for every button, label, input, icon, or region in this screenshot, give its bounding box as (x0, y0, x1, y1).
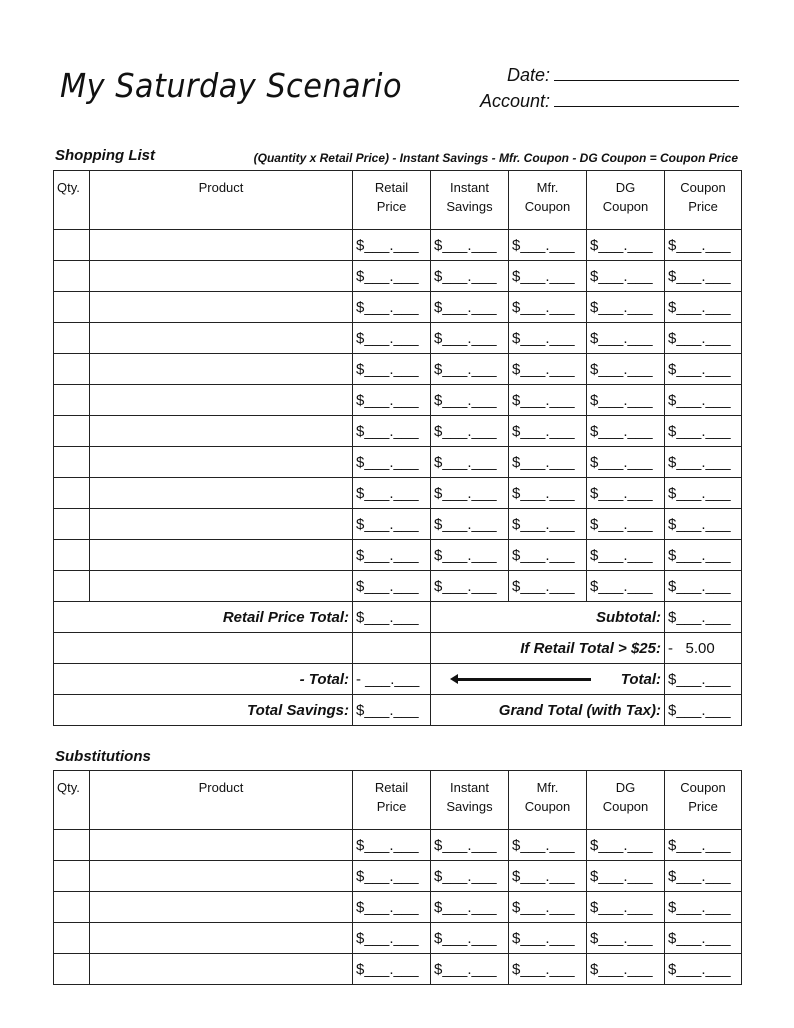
dg-coupon-cell[interactable]: $___.___ (587, 478, 665, 509)
dg-coupon-cell[interactable]: $___.___ (587, 923, 665, 954)
dg-coupon-cell[interactable]: $___.___ (587, 861, 665, 892)
qty-cell[interactable] (54, 323, 90, 354)
table-row (54, 509, 742, 540)
header-retail-price: Retail Price (353, 171, 431, 230)
dg-coupon-cell[interactable]: $___.___ (587, 354, 665, 385)
dg-coupon-cell[interactable]: $___.___ (587, 509, 665, 540)
coupon-price-cell[interactable]: $___.___ (665, 861, 742, 892)
instant-savings-cell[interactable]: $___.___ (431, 323, 509, 354)
qty-cell[interactable] (54, 385, 90, 416)
mfr-coupon-cell[interactable]: $___.___ (509, 447, 587, 478)
date-label: Date: (506, 65, 550, 85)
instant-savings-cell[interactable]: $___.___ (431, 540, 509, 571)
instant-savings-cell[interactable]: $___.___ (431, 861, 509, 892)
substitutions-heading: Substitutions (55, 748, 151, 765)
retail-price-cell[interactable]: $___.___ (353, 540, 431, 571)
mfr-coupon-cell[interactable]: $___.___ (509, 540, 587, 571)
product-cell[interactable] (90, 923, 353, 954)
header-retail-price: Retail Price (353, 771, 431, 830)
qty-cell[interactable] (54, 478, 90, 509)
product-cell[interactable] (90, 571, 353, 602)
instant-savings-cell[interactable]: $___.___ (431, 230, 509, 261)
product-cell[interactable] (90, 292, 353, 323)
subtotal-value[interactable]: $___.___ (665, 602, 742, 633)
qty-cell[interactable] (54, 954, 90, 985)
table-row (54, 261, 742, 292)
table-row (54, 478, 742, 509)
product-cell[interactable] (90, 954, 353, 985)
totals-row (54, 633, 742, 664)
product-cell[interactable] (90, 447, 353, 478)
mfr-coupon-cell[interactable]: $___.___ (509, 416, 587, 447)
product-cell[interactable] (90, 830, 353, 861)
arrow-left-icon (456, 678, 591, 681)
date-field[interactable] (470, 64, 740, 86)
instant-savings-cell[interactable]: $___.___ (431, 509, 509, 540)
qty-cell[interactable] (54, 261, 90, 292)
dg-coupon-cell[interactable]: $___.___ (587, 385, 665, 416)
instant-savings-cell[interactable]: $___.___ (431, 416, 509, 447)
product-cell[interactable] (90, 892, 353, 923)
instant-savings-cell[interactable]: $___.___ (431, 892, 509, 923)
empty-cell (353, 633, 431, 664)
table-row (54, 923, 742, 954)
mfr-coupon-cell[interactable]: $___.___ (509, 923, 587, 954)
product-cell[interactable] (90, 416, 353, 447)
retail-price-cell[interactable]: $___.___ (353, 954, 431, 985)
header-qty: Qty. (54, 171, 90, 230)
product-cell[interactable] (90, 323, 353, 354)
mfr-coupon-cell[interactable]: $___.___ (509, 385, 587, 416)
dg-coupon-cell[interactable]: $___.___ (587, 261, 665, 292)
qty-cell[interactable] (54, 416, 90, 447)
table-row (54, 571, 742, 602)
instant-savings-cell[interactable]: $___.___ (431, 447, 509, 478)
qty-cell[interactable] (54, 861, 90, 892)
coupon-price-cell[interactable]: $___.___ (665, 509, 742, 540)
retail-price-cell[interactable]: $___.___ (353, 292, 431, 323)
empty-cell (54, 633, 353, 664)
shopping-list-heading: Shopping List (55, 147, 155, 164)
dg-coupon-cell[interactable]: $___.___ (587, 447, 665, 478)
date-line[interactable] (554, 64, 739, 81)
dg-coupon-cell[interactable]: $___.___ (587, 230, 665, 261)
retail-price-cell[interactable]: $___.___ (353, 416, 431, 447)
retail-price-cell[interactable]: $___.___ (353, 230, 431, 261)
account-field[interactable] (470, 90, 740, 112)
total-savings-value[interactable]: $___.___ (353, 695, 431, 726)
grand-total-label: Grand Total (with Tax): (431, 695, 665, 726)
coupon-price-cell[interactable]: $___.___ (665, 447, 742, 478)
coupon-price-cell[interactable]: $___.___ (665, 416, 742, 447)
coupon-price-cell[interactable]: $___.___ (665, 261, 742, 292)
table-row (54, 540, 742, 571)
table-row (54, 292, 742, 323)
coupon-price-cell[interactable]: $___.___ (665, 385, 742, 416)
coupon-price-cell[interactable]: $___.___ (665, 954, 742, 985)
coupon-price-cell[interactable]: $___.___ (665, 354, 742, 385)
instant-savings-cell[interactable]: $___.___ (431, 830, 509, 861)
table-row (54, 230, 742, 261)
substitutions-table (53, 770, 742, 985)
retail-over-label: If Retail Total > $25: (431, 633, 665, 664)
formula-text: (Quantity x Retail Price) - Instant Savings - Mfr. Coupon - DG Coupon = Coupon Price (253, 151, 738, 165)
product-cell[interactable] (90, 861, 353, 892)
page-title: My Saturday Scenario (60, 66, 402, 105)
retail-price-cell[interactable]: $___.___ (353, 509, 431, 540)
mfr-coupon-cell[interactable]: $___.___ (509, 830, 587, 861)
coupon-price-cell[interactable]: $___.___ (665, 230, 742, 261)
table-row (54, 861, 742, 892)
coupon-price-cell[interactable]: $___.___ (665, 478, 742, 509)
coupon-price-cell[interactable]: $___.___ (665, 923, 742, 954)
coupon-price-cell[interactable]: $___.___ (665, 571, 742, 602)
instant-savings-cell[interactable]: $___.___ (431, 261, 509, 292)
instant-savings-cell[interactable]: $___.___ (431, 923, 509, 954)
header-dg-coupon: DG Coupon (587, 771, 665, 830)
retail-price-cell[interactable]: $___.___ (353, 478, 431, 509)
retail-price-cell[interactable]: $___.___ (353, 261, 431, 292)
table-row (54, 416, 742, 447)
retail-price-cell[interactable]: $___.___ (353, 447, 431, 478)
mfr-coupon-cell[interactable]: $___.___ (509, 571, 587, 602)
total-label: Total: (620, 670, 661, 688)
retail-price-cell[interactable]: $___.___ (353, 830, 431, 861)
product-cell[interactable] (90, 230, 353, 261)
table-row (54, 830, 742, 861)
table-header-row (54, 771, 742, 830)
mfr-coupon-cell[interactable]: $___.___ (509, 478, 587, 509)
account-line[interactable] (554, 90, 739, 107)
mfr-coupon-cell[interactable]: $___.___ (509, 230, 587, 261)
retail-price-cell[interactable]: $___.___ (353, 923, 431, 954)
product-cell[interactable] (90, 540, 353, 571)
header-instant-savings: Instant Savings (431, 771, 509, 830)
qty-cell[interactable] (54, 923, 90, 954)
retail-price-cell[interactable]: $___.___ (353, 354, 431, 385)
qty-cell[interactable] (54, 892, 90, 923)
table-row (54, 354, 742, 385)
retail-price-total-value[interactable]: $___.___ (353, 602, 431, 633)
instant-savings-cell[interactable]: $___.___ (431, 478, 509, 509)
retail-price-cell[interactable]: $___.___ (353, 571, 431, 602)
mfr-coupon-cell[interactable]: $___.___ (509, 892, 587, 923)
header-mfr-coupon: Mfr. Coupon (509, 771, 587, 830)
instant-savings-cell[interactable]: $___.___ (431, 385, 509, 416)
retail-price-cell[interactable]: $___.___ (353, 861, 431, 892)
retail-price-total-label: Retail Price Total: (54, 602, 353, 633)
qty-cell[interactable] (54, 509, 90, 540)
header-dg-coupon: DG Coupon (587, 171, 665, 230)
mfr-coupon-cell[interactable]: $___.___ (509, 261, 587, 292)
qty-cell[interactable] (54, 540, 90, 571)
table-row (54, 385, 742, 416)
account-label: Account: (479, 91, 550, 111)
dg-coupon-cell[interactable]: $___.___ (587, 571, 665, 602)
table-header-row (54, 171, 742, 230)
instant-savings-cell[interactable]: $___.___ (431, 354, 509, 385)
product-cell[interactable] (90, 261, 353, 292)
header-mfr-coupon: Mfr. Coupon (509, 171, 587, 230)
mfr-coupon-cell[interactable]: $___.___ (509, 954, 587, 985)
dg-coupon-cell[interactable]: $___.___ (587, 540, 665, 571)
instant-savings-cell[interactable]: $___.___ (431, 954, 509, 985)
instant-savings-cell[interactable]: $___.___ (431, 571, 509, 602)
header-instant-savings: Instant Savings (431, 171, 509, 230)
header-product: Product (90, 771, 353, 830)
qty-cell[interactable] (54, 292, 90, 323)
product-cell[interactable] (90, 478, 353, 509)
table-row (54, 892, 742, 923)
mfr-coupon-cell[interactable]: $___.___ (509, 354, 587, 385)
total-value[interactable]: $___.___ (665, 664, 742, 695)
totals-row (54, 664, 742, 695)
instant-savings-cell[interactable]: $___.___ (431, 292, 509, 323)
qty-cell[interactable] (54, 571, 90, 602)
totals-row (54, 695, 742, 726)
dg-coupon-cell[interactable]: $___.___ (587, 323, 665, 354)
coupon-price-cell[interactable]: $___.___ (665, 540, 742, 571)
header-coupon-price: Coupon Price (665, 171, 742, 230)
dg-coupon-cell[interactable]: $___.___ (587, 830, 665, 861)
header-qty: Qty. (54, 771, 90, 830)
retail-price-cell[interactable]: $___.___ (353, 385, 431, 416)
table-row (54, 447, 742, 478)
table-row (54, 323, 742, 354)
shopping-list-table (53, 170, 742, 726)
qty-cell[interactable] (54, 830, 90, 861)
coupon-price-cell[interactable]: $___.___ (665, 292, 742, 323)
mfr-coupon-cell[interactable]: $___.___ (509, 509, 587, 540)
header-product: Product (90, 171, 353, 230)
product-cell[interactable] (90, 385, 353, 416)
coupon-price-cell[interactable]: $___.___ (665, 323, 742, 354)
dg-coupon-cell[interactable]: $___.___ (587, 292, 665, 323)
retail-price-cell[interactable]: $___.___ (353, 892, 431, 923)
minus-total-value[interactable]: - ___.___ (353, 664, 431, 695)
header-coupon-price: Coupon Price (665, 771, 742, 830)
dg-coupon-cell[interactable]: $___.___ (587, 416, 665, 447)
qty-cell[interactable] (54, 230, 90, 261)
product-cell[interactable] (90, 509, 353, 540)
grand-total-value[interactable]: $___.___ (665, 695, 742, 726)
qty-cell[interactable] (54, 354, 90, 385)
subtotal-label: Subtotal: (431, 602, 665, 633)
qty-cell[interactable] (54, 447, 90, 478)
mfr-coupon-cell[interactable]: $___.___ (509, 292, 587, 323)
mfr-coupon-cell[interactable]: $___.___ (509, 323, 587, 354)
coupon-price-cell[interactable]: $___.___ (665, 892, 742, 923)
minus-total-label: - Total: (54, 664, 353, 695)
totals-row (54, 602, 742, 633)
dg-coupon-cell[interactable]: $___.___ (587, 892, 665, 923)
mfr-coupon-cell[interactable]: $___.___ (509, 861, 587, 892)
coupon-price-cell[interactable]: $___.___ (665, 830, 742, 861)
retail-over-value: - 5.00 (665, 633, 742, 664)
table-row (54, 954, 742, 985)
retail-price-cell[interactable]: $___.___ (353, 323, 431, 354)
product-cell[interactable] (90, 354, 353, 385)
total-savings-label: Total Savings: (54, 695, 353, 726)
dg-coupon-cell[interactable]: $___.___ (587, 954, 665, 985)
